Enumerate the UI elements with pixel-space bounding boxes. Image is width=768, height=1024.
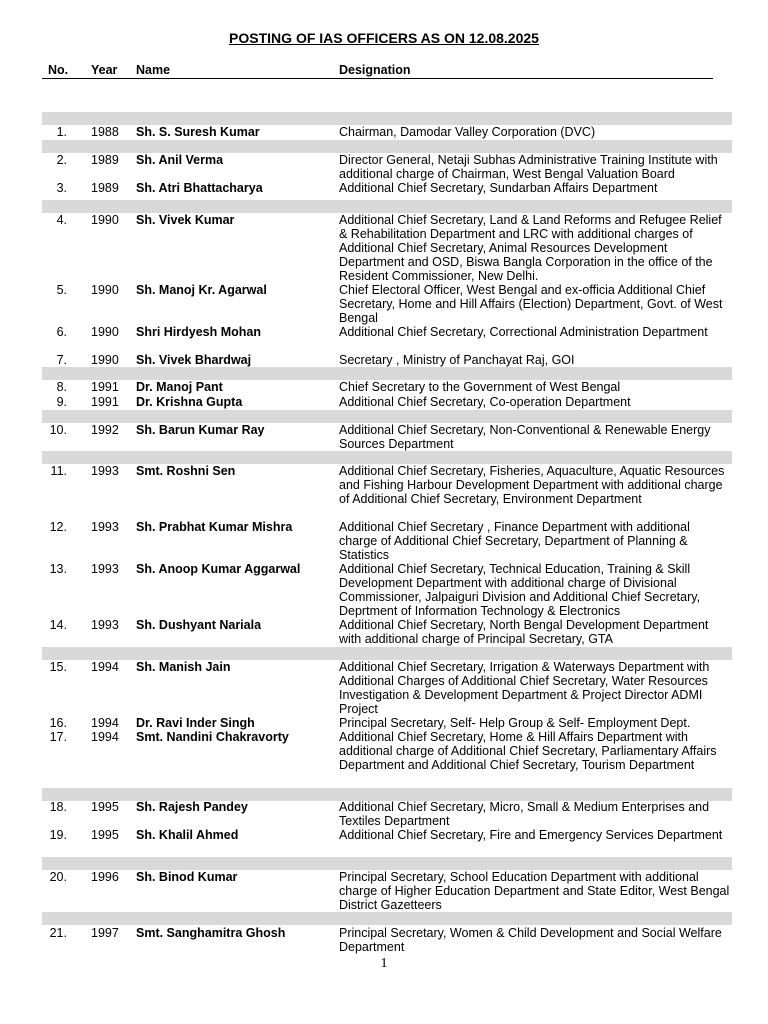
row-year: 1993 <box>91 464 119 478</box>
row-year: 1994 <box>91 660 119 674</box>
row-name: Sh. Anil Verma <box>136 153 224 167</box>
row-name: Smt. Sanghamitra Ghosh <box>136 926 286 940</box>
page-number: 1 <box>380 956 388 971</box>
row-no: 19. <box>49 828 67 842</box>
row-designation: Additional Chief Secretary, Home & Hill Affairs Department with additional charge of Additional Chief Secretary, Parliamentary Affairs Department and Additional Chief Secretary, Tourism Department <box>339 730 717 772</box>
row-name: Shri Hirdyesh Mohan <box>136 325 262 339</box>
row-designation: Additional Chief Secretary, Micro, Small & Medium Enterprises and Textiles Department <box>339 800 710 828</box>
row-designation: Chief Secretary to the Government of West Bengal <box>339 380 621 394</box>
row-year: 1993 <box>91 520 119 534</box>
row-no: 6. <box>56 325 67 339</box>
row-year: 1995 <box>91 800 119 814</box>
row-designation: Additional Chief Secretary, Correctional Administration Department <box>339 325 708 339</box>
row-designation: Principal Secretary, School Education Department with additional charge of Higher Education Department and State Editor, West Bengal District Gazetteers <box>339 870 730 912</box>
row-no: 14. <box>49 618 67 632</box>
row-year: 1993 <box>91 618 119 632</box>
year-separator <box>42 410 732 423</box>
row-name: Sh. Barun Kumar Ray <box>136 423 265 437</box>
row-no: 20. <box>49 870 67 884</box>
row-designation: Additional Chief Secretary, Technical Education, Training & Skill Development Department with additional charge of Divisional Commissioner, Jalpaiguri Division and Additional Chief Secretary, Deprtment of Information Technology & Electronics <box>339 562 701 618</box>
row-no: 5. <box>56 283 67 297</box>
row-year: 1990 <box>91 283 119 297</box>
row-designation: Additional Chief Secretary, Irrigation & Waterways Department with Additional Charges of Additional Chief Secretary, Water Resources Investigation & Development Department & Project Director ADMI Project <box>339 660 710 716</box>
row-designation: Additional Chief Secretary, Land & Land Reforms and Refugee Relief & Rehabilitation Department and LRC with additional charges of Additional Chief Secretary, Animal Resources Development Department and OSD, Biswa Bangla Corporation in the office of the Resident Commissioner, New Delhi. <box>339 213 722 283</box>
row-name: Sh. Prabhat Kumar Mishra <box>136 520 293 534</box>
row-designation: Principal Secretary, Women & Child Development and Social Welfare Department <box>339 926 722 954</box>
row-name: Sh. Rajesh Pandey <box>136 800 248 814</box>
page-title: POSTING OF IAS OFFICERS AS ON 12.08.2025 <box>229 30 539 46</box>
header-year: Year <box>91 63 118 77</box>
row-year: 1988 <box>91 125 119 139</box>
year-separator <box>42 367 732 380</box>
row-no: 18. <box>49 800 67 814</box>
row-name: Smt. Nandini Chakravorty <box>136 730 289 744</box>
row-year: 1995 <box>91 828 119 842</box>
row-year: 1997 <box>91 926 119 940</box>
row-no: 21. <box>49 926 67 940</box>
row-name: Smt. Roshni Sen <box>136 464 236 478</box>
row-year: 1989 <box>91 153 119 167</box>
row-name: Sh. Vivek Bhardwaj <box>136 353 252 367</box>
row-year: 1992 <box>91 423 119 437</box>
row-year: 1996 <box>91 870 119 884</box>
row-year: 1989 <box>91 181 119 195</box>
row-designation: Additional Chief Secretary, North Bengal Development Department with additional charge of Principal Secretary, GTA <box>339 618 709 646</box>
row-year: 1991 <box>91 395 119 409</box>
year-separator <box>42 857 732 870</box>
row-name: Sh. S. Suresh Kumar <box>136 125 260 139</box>
row-designation: Additional Chief Secretary, Non-Conventional & Renewable Energy Sources Department <box>339 423 711 451</box>
row-no: 3. <box>56 181 67 195</box>
year-separator <box>42 647 732 660</box>
row-name: Sh. Binod Kumar <box>136 870 238 884</box>
row-no: 17. <box>49 730 67 744</box>
row-no: 11. <box>50 464 67 478</box>
year-separator <box>42 112 732 125</box>
row-year: 1993 <box>91 562 119 576</box>
row-name: Sh. Vivek Kumar <box>136 213 235 227</box>
row-year: 1994 <box>91 730 119 744</box>
row-name: Dr. Ravi Inder Singh <box>136 716 255 730</box>
row-designation: Additional Chief Secretary, Sundarban Affairs Department <box>339 181 658 195</box>
row-designation: Additional Chief Secretary, Fire and Emergency Services Department <box>339 828 723 842</box>
row-designation: Chief Electoral Officer, West Bengal and ex-officia Additional Chief Secretary, Home and Hill Affairs (Election) Department, Govt. of West Bengal <box>339 283 723 325</box>
row-no: 15. <box>49 660 67 674</box>
row-designation: Director General, Netaji Subhas Administrative Training Institute with additional charge of Chairman, West Bengal Valuation Board <box>339 153 718 181</box>
row-designation: Chairman, Damodar Valley Corporation (DVC) <box>339 125 596 139</box>
year-separator <box>42 140 732 153</box>
row-designation: Secretary , Ministry of Panchayat Raj, GOI <box>339 353 575 367</box>
row-no: 16. <box>49 716 67 730</box>
row-no: 12. <box>49 520 67 534</box>
row-designation: Additional Chief Secretary, Fisheries, Aquaculture, Aquatic Resources and Fishing Harbour Development Department with additional charge of Additional Chief Secretary, Environment Department <box>339 464 725 506</box>
row-name: Sh. Manoj Kr. Agarwal <box>136 283 267 297</box>
header-name: Name <box>136 63 171 77</box>
row-name: Dr. Krishna Gupta <box>136 395 243 409</box>
row-name: Sh. Manish Jain <box>136 660 231 674</box>
row-no: 1. <box>56 125 67 139</box>
row-year: 1991 <box>91 380 119 394</box>
year-separator <box>42 451 732 464</box>
row-year: 1990 <box>91 353 119 367</box>
row-no: 7. <box>56 353 67 367</box>
row-designation: Principal Secretary, Self- Help Group & Self- Employment Dept. <box>339 716 691 730</box>
row-no: 4. <box>56 213 67 227</box>
row-no: 10. <box>49 423 67 437</box>
row-name: Sh. Anoop Kumar Aggarwal <box>136 562 301 576</box>
row-no: 8. <box>56 380 67 394</box>
year-separator <box>42 200 732 213</box>
row-name: Dr. Manoj Pant <box>136 380 223 394</box>
row-designation: Additional Chief Secretary , Finance Department with additional charge of Additional Chief Secretary, Department of Planning & Statistics <box>339 520 690 562</box>
table-header <box>42 63 713 79</box>
row-year: 1990 <box>91 213 119 227</box>
year-separator <box>42 912 732 925</box>
header-no: No. <box>48 63 69 77</box>
row-name: Sh. Khalil Ahmed <box>136 828 239 842</box>
row-no: 9. <box>56 395 67 409</box>
header-designation: Designation <box>339 63 411 77</box>
row-year: 1994 <box>91 716 119 730</box>
row-year: 1990 <box>91 325 119 339</box>
row-no: 2. <box>56 153 67 167</box>
row-name: Sh. Dushyant Nariala <box>136 618 262 632</box>
row-no: 13. <box>49 562 67 576</box>
row-designation: Additional Chief Secretary, Co-operation Department <box>339 395 631 409</box>
row-name: Sh. Atri Bhattacharya <box>136 181 263 195</box>
